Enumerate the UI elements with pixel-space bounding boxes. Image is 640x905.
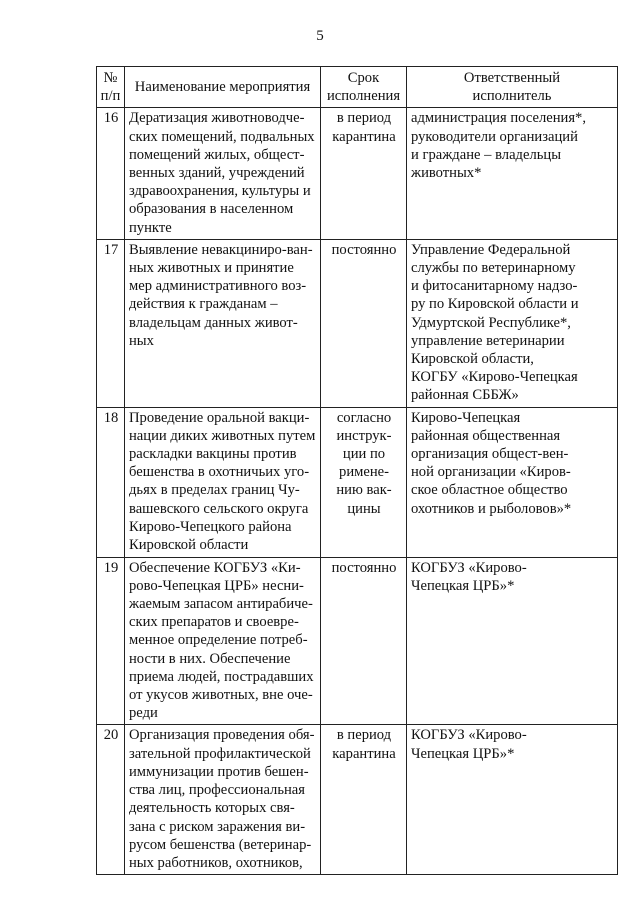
table-row [97,407,618,557]
event-name: Проведение оральной вакци- нации диких животных путем раскладки вакцины против бешенства в охотничьих уго- дьях в пределах границ Чу- вашевского сельского округа Кирово-Чепецкого района Кировской области [125,407,321,557]
deadline: постоянно [321,239,407,407]
deadline: в период карантина [321,108,407,239]
deadline: в период карантина [321,725,407,875]
table-row [97,725,618,875]
row-number: 16 [97,108,125,239]
header-deadline: Срок исполнения [321,67,407,108]
table-row [97,557,618,725]
page-number: 5 [316,28,324,44]
table-row [97,239,618,407]
event-name: Дератизация животноводче- ских помещений, подвальных помещений жилых, общест- венных зданий, учреждений здравоохранения, культуры и образования в населенном пункте [125,108,321,239]
deadline: согласно инструк- ции по римене- нию вак- цины [321,407,407,557]
header-number: № п/п [97,67,125,108]
events-table [96,66,618,875]
responsible: Управление Федеральной службы по ветеринарному и фитосанитарному надзо- ру по Кировской области и Удмуртской Республике*, управление ветеринарии Кировской области, КОГБУ «Кирово-Чепецкая районная СББЖ» [407,239,618,407]
row-number: 20 [97,725,125,875]
deadline: постоянно [321,557,407,725]
event-name: Обеспечение КОГБУЗ «Ки- рово-Чепецкая ЦРБ» несни- жаемым запасом антирабиче- ских препаратов и своевре- менное определение потреб- ности в них. Обеспечение приема людей, пострадавших от укусов животных, вне оче- реди [125,557,321,725]
row-number: 18 [97,407,125,557]
table-header-row [97,67,618,108]
responsible: КОГБУЗ «Кирово- Чепецкая ЦРБ»* [407,725,618,875]
table-row [97,108,618,239]
header-responsible: Ответственный исполнитель [407,67,618,108]
event-name: Выявление невакциниро-ван- ных животных и принятие мер административного воз- действия к гражданам – владельцам данных живот- ных [125,239,321,407]
responsible: администрация поселения*, руководители организаций и граждане – владельцы животных* [407,108,618,239]
event-name: Организация проведения обя- зательной профилактической иммунизации против бешен- ства лиц, профессиональная деятельность которых свя- зана с риском заражения ви- русом бешенства (ветеринар- ных работников, охотников, [125,725,321,875]
row-number: 17 [97,239,125,407]
responsible: Кирово-Чепецкая районная общественная организация общест-вен- ной организации «Киров- ское областное общество охотников и рыболовов»* [407,407,618,557]
row-number: 19 [97,557,125,725]
header-event-name: Наименование мероприятия [125,67,321,108]
responsible: КОГБУЗ «Кирово- Чепецкая ЦРБ»* [407,557,618,725]
